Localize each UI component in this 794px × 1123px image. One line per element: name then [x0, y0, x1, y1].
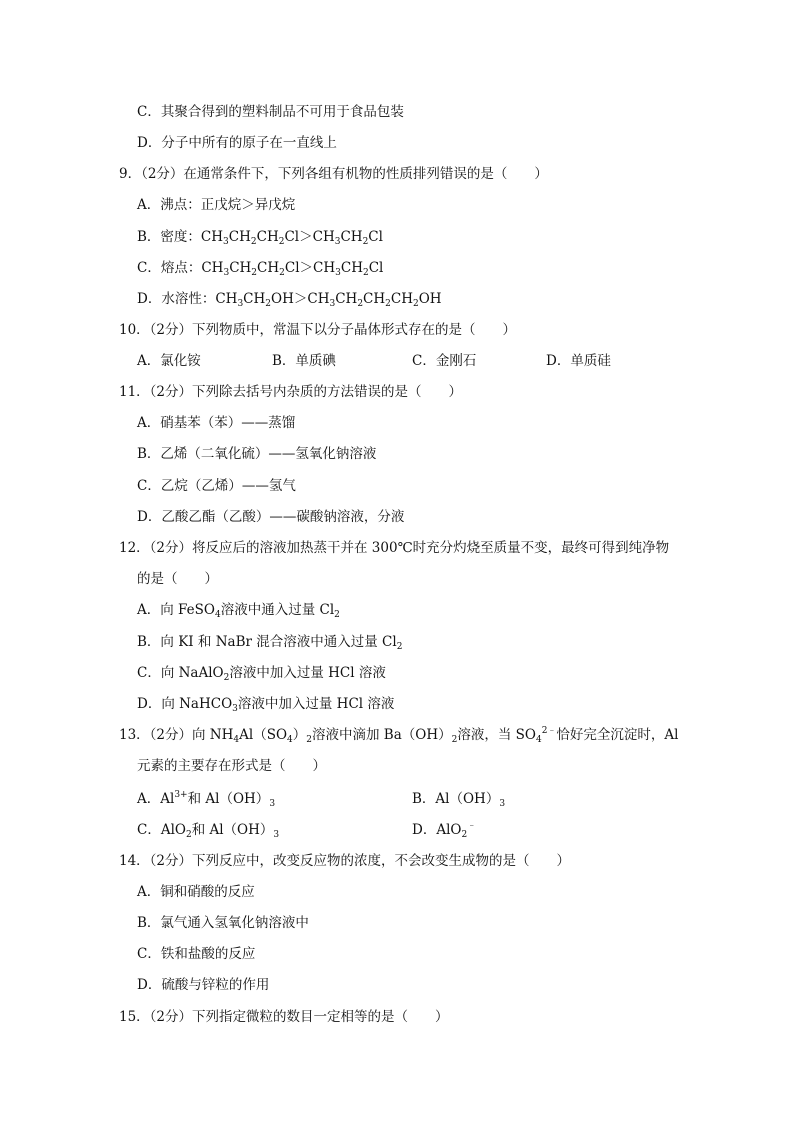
q10-option-a: A．氯化铵 [137, 353, 201, 369]
q11-option-a: A．硝基苯（苯）——蒸馏 [137, 415, 296, 431]
q14-option-c: C．铁和盐酸的反应 [137, 946, 256, 962]
q15-stem: 15．（2分）下列指定微粒的数目一定相等的是（ ） [119, 1009, 449, 1025]
q9-option-a: A．沸点：正戊烷＞异戊烷 [137, 197, 296, 213]
q13-option-a: A．$Al^{3+}$和 $Al(OH)_3$ [137, 790, 276, 809]
q10-option-d: D．单质硅 [546, 353, 611, 369]
q12-option-b: B．向 KI 和 NaBr 混合溶液中通入过量 $Cl_2$ [137, 634, 403, 652]
q11-stem: 11．（2分）下列除去括号内杂质的方法错误的是（ ） [119, 384, 463, 400]
q12-option-a: A．向 FeSO$_4$溶液中通入过量 $Cl_2$ [137, 602, 340, 620]
q11-option-d: D．乙酸乙酯（乙酸）——碳酸钠溶液，分液 [137, 509, 405, 525]
q9-option-b-label: B．密度： [137, 229, 201, 245]
q13-stem: 13．（2分）向 $NH_4Al(SO_4)_2$溶液中滴加 $Ba(OH)_2$溶液，当 $SO_4^{2﹣}$恰好完全沉淀时，Al [119, 726, 679, 745]
q13-option-c: C．AlO$_2$和 $Al(OH)_3$ [137, 822, 280, 840]
q10-option-b: B．单质碘 [272, 353, 336, 369]
q9-option-c: C．熔点：$CH_3CH_2CH_2Cl>CH_3CH_2Cl$ [137, 260, 384, 278]
q14-stem: 14．（2分）下列反应中，改变反应物的浓度，不会改变生成物的是（ ） [119, 853, 571, 869]
q12-option-c: C．向 NaAlO$_2$溶液中加入过量 HCl 溶液 [137, 665, 386, 683]
q12-stem: 12．（2分）将反应后的溶液加热蒸干并在 300℃时充分灼烧至质量不变，最终可得到纯净物 [119, 540, 670, 556]
q14-option-b: B．氯气通入氢氧化钠溶液中 [137, 915, 309, 931]
q8-option-c: C．其聚合得到的塑料制品不可用于食品包装 [137, 104, 404, 120]
q8-option-d: D．分子中所有的原子在一直线上 [137, 135, 337, 151]
q11-option-c: C．乙烷（乙烯）——氢气 [137, 478, 296, 494]
q13-stem-continued: 元素的主要存在形式是（ ） [137, 758, 326, 774]
q9-option-d-label: D．水溶性： [137, 291, 216, 307]
q9-option-b: B．密度：$CH_3CH_2CH_2Cl>CH_3CH_2Cl$ [137, 229, 383, 247]
q10-option-c: C．金刚石 [412, 353, 477, 369]
q11-option-b: B．乙烯（二氧化硫）——氢氧化钠溶液 [137, 446, 377, 462]
q13-option-b: B．$Al(OH)_3$ [412, 791, 506, 809]
q12-option-d: D．向 NaHCO$_3$溶液中加入过量 HCl 溶液 [137, 696, 395, 714]
q9-stem: 9．（2分）在通常条件下，下列各组有机物的性质排列错误的是（ ） [119, 166, 548, 182]
q10-stem: 10．（2分）下列物质中，常温下以分子晶体形式存在的是（ ） [119, 322, 517, 338]
q12-stem-continued: 的是（ ） [137, 571, 218, 587]
q9-option-c-label: C．熔点： [137, 260, 202, 276]
q14-option-a: A．铜和硝酸的反应 [137, 884, 255, 900]
q9-option-d: D．水溶性：$CH_3CH_2OH>CH_3CH_2CH_2CH_2OH$ [137, 291, 442, 309]
q14-option-d: D．硫酸与锌粒的作用 [137, 977, 270, 993]
q13-option-d: D．AlO$_2$﹣ [412, 821, 477, 840]
